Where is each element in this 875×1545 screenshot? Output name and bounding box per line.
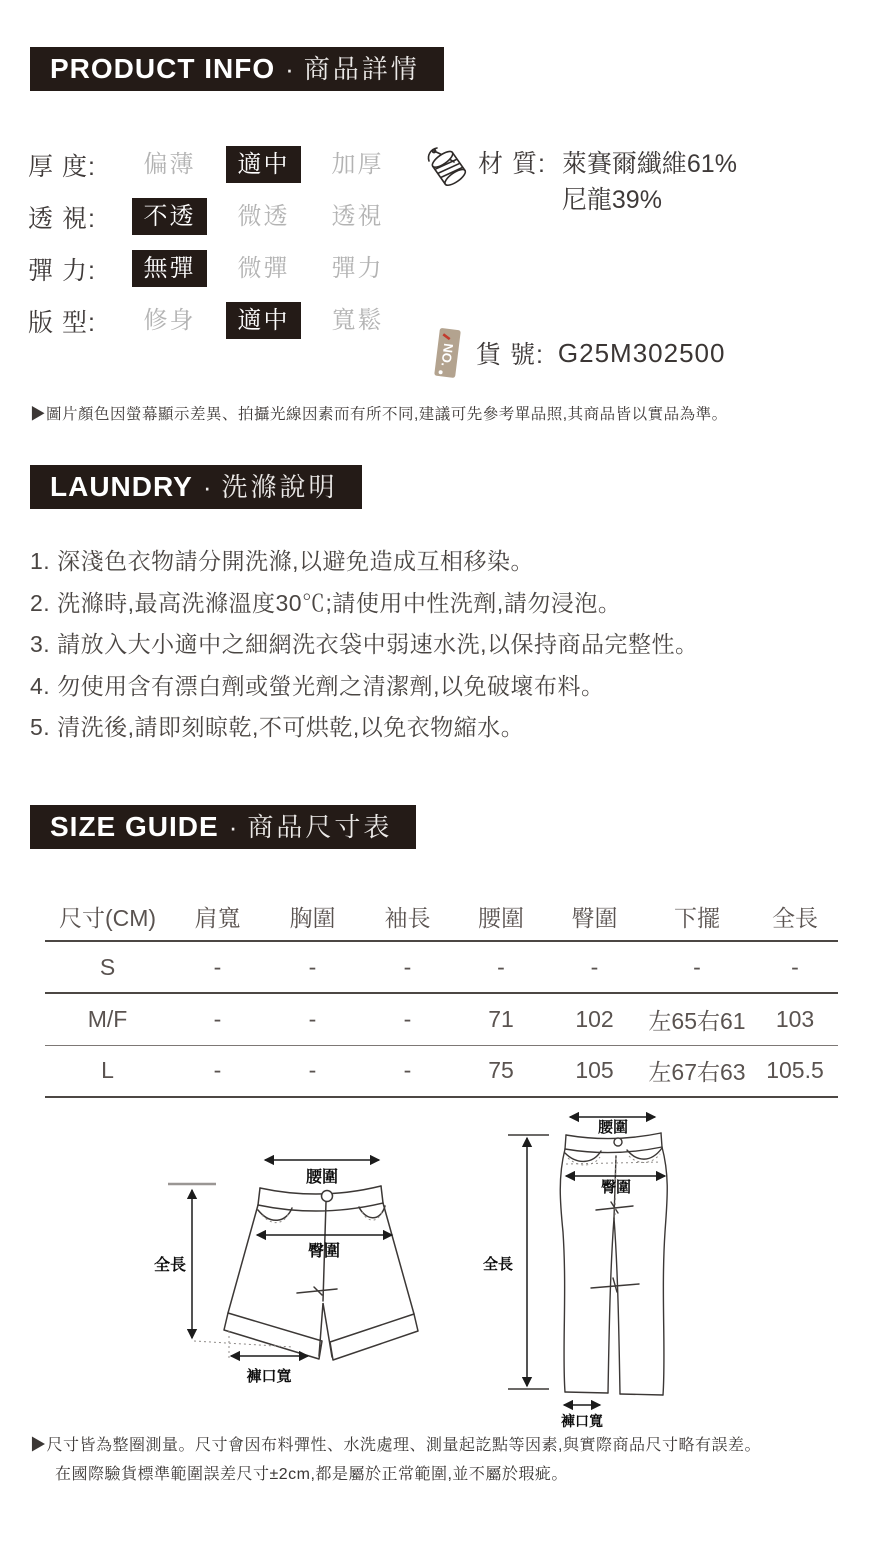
laundry-instruction-list	[30, 541, 698, 749]
attribute-option: 透視	[331, 203, 384, 230]
size-cell: 105	[575, 1057, 614, 1084]
laundry-title-en: LAUNDRY	[50, 471, 193, 502]
laundry-item: 1. 深淺色衣物請分開洗滌,以避免造成互相移染。	[30, 548, 534, 574]
attribute-option-selected: 不透	[132, 198, 207, 235]
laundry-item: 5. 清洗後,請即刻晾乾,不可烘乾,以免衣物縮水。	[30, 714, 525, 740]
title-separator-dot: ·	[202, 472, 212, 502]
size-table-header: 臀圍	[571, 905, 618, 931]
size-table	[45, 893, 838, 1098]
attribute-label: 彈 力:	[28, 256, 96, 285]
material-value	[562, 146, 737, 218]
attribute-label: 透 視:	[28, 204, 96, 233]
clothing-tag-icon	[428, 324, 468, 382]
size-table-header: 胸圍	[289, 905, 336, 931]
attribute-option: 微透	[237, 203, 290, 230]
tag-no-text: NO.	[438, 342, 457, 368]
size-table-header: 袖長	[384, 905, 431, 931]
attribute-option: 寬鬆	[331, 307, 384, 334]
size-table-header: 下擺	[674, 905, 720, 931]
laundry-item: 3. 請放入大小適中之細網洗衣袋中弱速水洗,以保持商品完整性。	[30, 631, 699, 657]
product-info-header	[30, 47, 444, 91]
size-guide-title-en: SIZE GUIDE	[50, 811, 219, 842]
measurement-disclaimer-line1: ▶尺寸皆為整圈測量。尺寸會因布料彈性、水洗處理、測量起訖點等因素,與實際商品尺寸略有誤差。	[30, 1437, 761, 1454]
product-info-title-zh: 商品詳情	[303, 54, 420, 84]
size-cell: -	[308, 953, 317, 980]
attribute-option: 彈力	[331, 255, 384, 282]
size-table-row-mf	[45, 993, 838, 1045]
attribute-option: 微彈	[237, 255, 290, 282]
size-table-header: 肩寬	[194, 905, 241, 931]
size-cell: -	[308, 1005, 317, 1032]
size-cell: -	[308, 1057, 317, 1084]
material-line2: 尼龍39%	[561, 186, 662, 214]
attribute-option-selected: 無彈	[132, 250, 207, 287]
item-number-label: 貨 號:	[476, 341, 544, 369]
pants-length-label: 全長	[482, 1256, 514, 1273]
laundry-title-zh: 洗滌說明	[221, 472, 338, 502]
material-row	[426, 146, 737, 218]
attribute-label: 厚 度:	[28, 152, 96, 181]
title-separator-dot: ·	[285, 54, 294, 84]
shorts-measurement-diagram	[132, 1103, 464, 1403]
title-separator-dot: ·	[228, 812, 238, 842]
size-table-header: 全長	[772, 905, 818, 931]
size-table-header-row	[45, 893, 838, 941]
material-label: 材 質:	[478, 150, 546, 178]
size-cell: -	[403, 953, 412, 980]
laundry-item: 4. 勿使用含有漂白劑或螢光劑之清潔劑,以免破壞布料。	[30, 672, 605, 699]
color-disclaimer-note: ▶圖片顏色因螢幕顯示差異、拍攝光線因素而有所不同,建議可先參考單品照,其商品皆以實品為準。	[30, 406, 728, 423]
size-cell: L	[101, 1057, 114, 1084]
size-guide-title-zh: 商品尺寸表	[247, 812, 393, 842]
size-cell: 左65右61	[648, 1007, 746, 1034]
measurement-diagrams	[0, 1090, 875, 1450]
pants-measurement-diagram	[461, 1092, 741, 1450]
size-cell: 71	[488, 1005, 514, 1032]
size-cell: 105.5	[766, 1057, 824, 1084]
laundry-header	[30, 465, 362, 509]
size-table-header: 尺寸(CM)	[58, 905, 157, 931]
shorts-length-label: 全長	[153, 1257, 187, 1274]
attribute-row-thickness	[28, 146, 414, 183]
size-cell: -	[213, 1057, 222, 1084]
thread-spool-icon	[426, 144, 474, 192]
item-number-row	[428, 324, 725, 382]
size-cell: M/F	[87, 1005, 128, 1032]
attribute-option: 修身	[143, 307, 196, 334]
item-number-value: G25M302500	[557, 337, 726, 368]
shorts-hip-label: 臀圍	[307, 1243, 341, 1260]
laundry-item: 2. 洗滌時,最高洗滌溫度30℃;請使用中性洗劑,請勿浸泡。	[30, 589, 622, 616]
size-table-row-s	[45, 941, 838, 993]
size-table-header: 腰圍	[478, 905, 524, 931]
attribute-label: 版 型:	[28, 308, 96, 337]
size-cell: -	[213, 1005, 222, 1032]
size-cell: 左67右63	[648, 1059, 746, 1086]
attribute-option: 加厚	[331, 151, 384, 178]
pants-hip-label: 臀圍	[600, 1179, 632, 1196]
size-cell: 103	[775, 1005, 815, 1032]
size-cell: -	[213, 953, 222, 980]
attribute-row-sheerness	[28, 198, 414, 235]
size-cell: -	[497, 953, 505, 980]
shorts-leg-opening-label: 褲口寬	[246, 1368, 292, 1385]
attribute-option: 偏薄	[143, 151, 196, 178]
attribute-row-fit	[28, 302, 414, 339]
size-cell: S	[99, 953, 116, 980]
shorts-waist-label: 腰圍	[305, 1169, 339, 1186]
attribute-option-selected: 適中	[226, 146, 301, 183]
size-cell: -	[791, 953, 799, 980]
size-cell: -	[403, 1005, 412, 1032]
size-cell: -	[693, 953, 701, 980]
attribute-list	[28, 146, 414, 354]
material-line1: 萊賽爾纖維61%	[561, 150, 737, 178]
size-cell: -	[403, 1057, 412, 1084]
product-info-title-en: PRODUCT INFO	[50, 53, 276, 84]
attribute-row-stretch	[28, 250, 414, 287]
pants-leg-opening-label: 褲口寬	[561, 1413, 603, 1429]
measurement-disclaimer-line2: 在國際驗貨標準範圍誤差尺寸±2cm,都是屬於正常範圍,並不屬於瑕疵。	[55, 1466, 568, 1483]
size-cell: -	[590, 953, 599, 980]
size-cell: 75	[488, 1057, 514, 1084]
size-cell: 102	[575, 1005, 614, 1032]
size-guide-header	[30, 805, 416, 849]
attribute-option-selected: 適中	[226, 302, 301, 339]
pants-waist-label: 腰圍	[597, 1119, 629, 1136]
